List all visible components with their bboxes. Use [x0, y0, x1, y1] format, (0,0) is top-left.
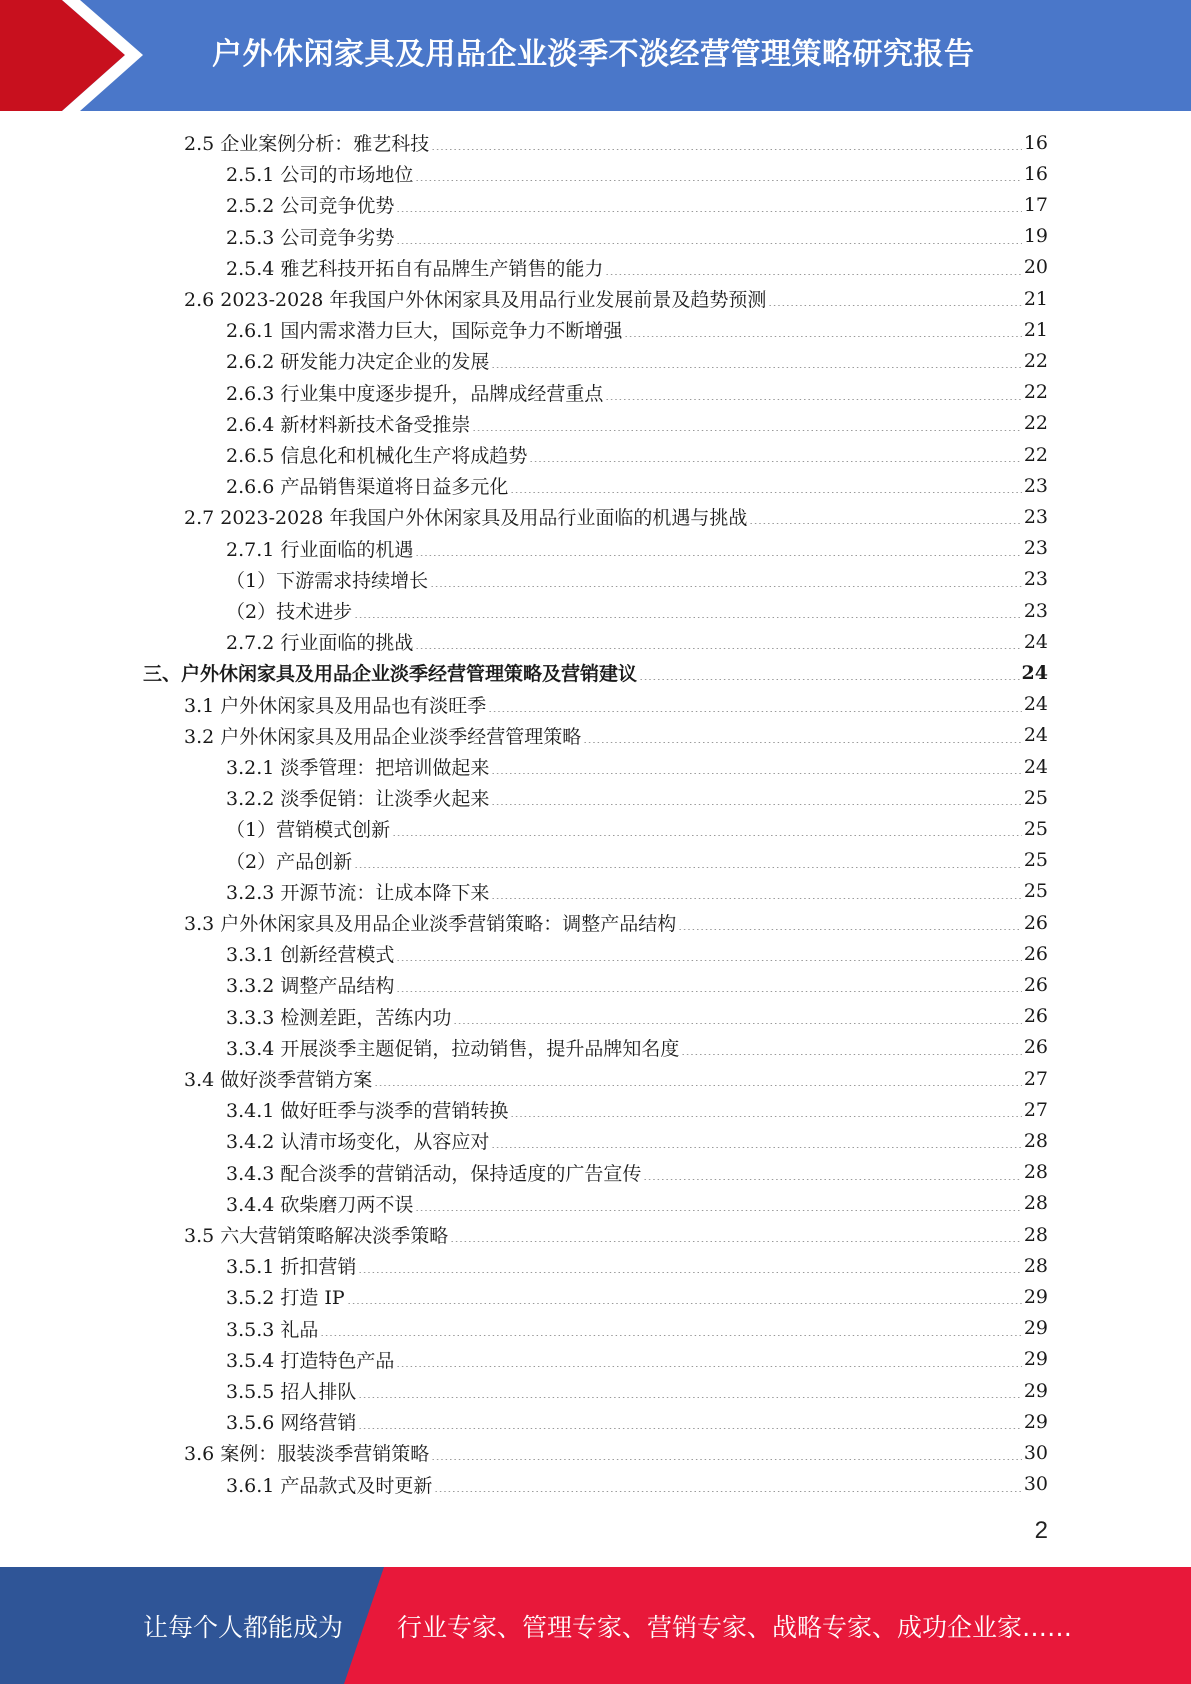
- toc-entry[interactable]: [226, 813, 1048, 844]
- toc-entry-label: 2.6.1 国内需求潜力巨大，国际竞争力不断增强: [226, 320, 623, 343]
- toc-dot-leader: [396, 1366, 1021, 1367]
- toc-entry-label: 2.6.5 信息化和机械化生产将成趋势: [226, 445, 528, 467]
- footer-slogan-left: 让每个人都能成为: [143, 1612, 344, 1642]
- toc-entry-label: 3.3.1 创新经营模式: [226, 944, 395, 967]
- toc-entry[interactable]: [226, 595, 1048, 626]
- toc-dot-leader: [491, 804, 1021, 805]
- toc-dot-leader: [396, 211, 1021, 212]
- toc-entry-page: 19: [1023, 225, 1048, 248]
- toc-dot-leader: [639, 679, 1020, 680]
- toc-entry-page: 25: [1023, 817, 1048, 840]
- toc-entry-page: 23: [1023, 474, 1048, 497]
- toc-entry-page: 29: [1023, 1410, 1048, 1433]
- toc-dot-leader: [491, 898, 1021, 899]
- toc-entry[interactable]: [226, 1188, 1048, 1219]
- toc-entry[interactable]: [226, 751, 1048, 782]
- toc-dot-leader: [415, 1210, 1021, 1211]
- toc-dot-leader: [491, 773, 1021, 774]
- toc-entry-page: 24: [1023, 693, 1048, 716]
- toc-entry[interactable]: [226, 408, 1048, 439]
- toc-dot-leader: [358, 1397, 1021, 1398]
- toc-entry-page: 29: [1023, 1379, 1048, 1402]
- toc-entry[interactable]: [184, 1437, 1048, 1468]
- toc-entry[interactable]: [226, 345, 1048, 376]
- toc-entry-page: 26: [1023, 1005, 1048, 1028]
- toc-entry-label: 2.5.4 雅艺科技开拓自有品牌生产销售的能力: [226, 257, 604, 280]
- toc-entry[interactable]: [226, 782, 1048, 813]
- toc-entry-label: （2）技术进步: [226, 601, 353, 623]
- toc-entry-page: 30: [1023, 1473, 1048, 1496]
- toc-entry-label: 3.3.4 开展淡季主题促销，拉动销售，提升品牌知名度: [226, 1037, 680, 1060]
- toc-entry[interactable]: [226, 1250, 1048, 1281]
- toc-entry-page: 28: [1023, 1129, 1048, 1152]
- toc-entry-page: 17: [1023, 193, 1048, 216]
- toc-entry-page: 24: [1021, 661, 1048, 684]
- toc-entry-page: 20: [1023, 256, 1048, 279]
- toc-entry-label: 2.5.2 公司竞争优势: [226, 195, 395, 218]
- toc-entry-label: 2.6.3 行业集中度逐步提升，品牌成经营重点: [226, 382, 604, 405]
- toc-dot-leader: [354, 867, 1022, 868]
- toc-entry-page: 26: [1023, 911, 1048, 934]
- toc-entry[interactable]: [226, 252, 1048, 283]
- toc-dot-leader: [431, 149, 1022, 150]
- toc-entry[interactable]: [226, 470, 1048, 501]
- toc-entry[interactable]: [226, 1157, 1048, 1188]
- toc-entry-label: 3.2.3 开源节流：让成本降下来: [226, 881, 490, 904]
- toc-dot-leader: [434, 1491, 1021, 1492]
- toc-entry[interactable]: [226, 1375, 1048, 1406]
- toc-entry-page: 22: [1023, 412, 1048, 435]
- toc-dot-leader: [430, 586, 1022, 587]
- toc-entry-page: 22: [1023, 381, 1048, 404]
- toc-entry-label: 3.6.1 产品款式及时更新: [226, 1474, 433, 1497]
- toc-entry[interactable]: [226, 969, 1048, 1000]
- page-number: 2: [1034, 1517, 1048, 1544]
- toc-entry-page: 23: [1023, 599, 1048, 622]
- toc-entry[interactable]: [226, 1001, 1048, 1032]
- toc-dot-leader: [472, 430, 1021, 431]
- toc-entry-label: 2.6.6 产品销售渠道将日益多元化: [226, 476, 509, 499]
- toc-entry-page: 29: [1023, 1348, 1048, 1371]
- toc-entry-label: 3.2.2 淡季促销：让淡季火起来: [226, 788, 490, 811]
- toc-entry-label: 3.5.6 网络营销: [226, 1412, 357, 1435]
- toc-entry-label: 3.2 户外休闲家具及用品企业淡季经营管理策略: [184, 725, 582, 748]
- toc-entry-page: 28: [1023, 1223, 1048, 1246]
- toc-dot-leader: [768, 305, 1021, 306]
- page-footer: [0, 1567, 1191, 1684]
- toc-entry[interactable]: [226, 626, 1048, 657]
- toc-entry[interactable]: [226, 1125, 1048, 1156]
- toc-dot-leader: [510, 1116, 1021, 1117]
- toc-dot-leader: [491, 1147, 1021, 1148]
- toc-dot-leader: [320, 1335, 1021, 1336]
- toc-entry[interactable]: [226, 1344, 1048, 1375]
- toc-dot-leader: [643, 1179, 1021, 1180]
- toc-dot-leader: [488, 711, 1022, 712]
- toc-entry-page: 26: [1023, 942, 1048, 965]
- toc-entry[interactable]: [226, 439, 1048, 470]
- toc-entry-label: 3.4.3 配合淡季的营销活动，保持适度的广告宣传: [226, 1162, 642, 1185]
- toc-entry-page: 16: [1023, 131, 1048, 154]
- toc-entry-label: 3.3.3 检测差距，苦练内功: [226, 1006, 452, 1029]
- report-title: 户外休闲家具及用品企业淡季不淡经营管理策略研究报告: [212, 37, 975, 72]
- toc-dot-leader: [396, 243, 1021, 244]
- toc-dot-leader: [510, 492, 1021, 493]
- toc-entry-label: 三、户外休闲家具及用品企业淡季经营管理策略及营销建议: [143, 663, 638, 686]
- toc-entry-page: 26: [1023, 1036, 1048, 1059]
- toc-entry[interactable]: [184, 907, 1048, 938]
- toc-entry-label: （1）营销模式创新: [226, 819, 391, 842]
- toc-entry[interactable]: [226, 221, 1048, 252]
- toc-entry[interactable]: [226, 564, 1048, 595]
- toc-dot-leader: [415, 555, 1021, 556]
- toc-entry-page: 22: [1023, 443, 1048, 466]
- toc-entry-page: 23: [1023, 505, 1048, 528]
- toc-entry-label: （2）产品创新: [226, 850, 353, 873]
- footer-slogan-right: 行业专家、管理专家、营销专家、战略专家、成功企业家……: [397, 1612, 1073, 1642]
- toc-dot-leader: [491, 367, 1021, 368]
- toc-entry-page: 23: [1023, 537, 1048, 560]
- toc-entry-page: 16: [1023, 162, 1048, 185]
- toc-entry[interactable]: [226, 314, 1048, 345]
- toc-dot-leader: [347, 1303, 1022, 1304]
- toc-entry[interactable]: [184, 501, 1048, 532]
- toc-entry[interactable]: [184, 720, 1048, 751]
- toc-entry-page: 25: [1023, 786, 1048, 809]
- toc-entry-page: 27: [1023, 1098, 1048, 1121]
- toc-entry[interactable]: [143, 657, 1048, 688]
- toc-entry-page: 26: [1023, 973, 1048, 996]
- toc-dot-leader: [392, 835, 1022, 836]
- toc-dot-leader: [749, 523, 1021, 524]
- header-chevron-graphic: [0, 0, 160, 111]
- toc-entry-page: 23: [1023, 568, 1048, 591]
- page-header: [0, 0, 1191, 111]
- toc-entry-label: 2.6.2 研发能力决定企业的发展: [226, 351, 490, 374]
- toc-dot-leader: [681, 1054, 1021, 1055]
- toc-entry[interactable]: [226, 1313, 1048, 1344]
- toc-dot-leader: [354, 617, 1022, 618]
- toc-entry-page: 21: [1023, 318, 1048, 341]
- toc-entry-label: 2.5.1 公司的市场地位: [226, 164, 414, 187]
- toc-dot-leader: [396, 991, 1021, 992]
- toc-dot-leader: [678, 929, 1022, 930]
- toc-dot-leader: [583, 742, 1022, 743]
- toc-entry-label: 3.5.3 礼品: [226, 1318, 319, 1341]
- toc-entry-label: 2.7 2023-2028 年我国户外休闲家具及用品行业面临的机遇与挑战: [184, 507, 748, 530]
- toc-dot-leader: [358, 1272, 1021, 1273]
- toc-entry-label: 3.6 案例：服装淡季营销策略: [184, 1443, 430, 1466]
- toc-entry[interactable]: [226, 189, 1048, 220]
- toc-entry-label: 2.6.4 新材料新技术备受推崇: [226, 413, 471, 436]
- toc-entry-page: 28: [1023, 1192, 1048, 1215]
- toc-entry-page: 28: [1023, 1254, 1048, 1277]
- toc-dot-leader: [624, 336, 1021, 337]
- toc-entry-label: 3.3 户外休闲家具及用品企业淡季营销策略：调整产品结构: [184, 913, 677, 935]
- toc-entry-page: 29: [1023, 1317, 1048, 1340]
- toc-entry[interactable]: [184, 1063, 1048, 1094]
- toc-entry[interactable]: [226, 533, 1048, 564]
- toc-entry-label: 3.4.2 认清市场变化，从容应对: [226, 1131, 490, 1154]
- toc-dot-leader: [415, 648, 1021, 649]
- toc-entry[interactable]: [226, 1032, 1048, 1063]
- toc-entry-page: 30: [1023, 1441, 1048, 1464]
- toc-entry-label: 2.7.1 行业面临的机遇: [226, 538, 414, 561]
- toc-dot-leader: [529, 461, 1021, 462]
- toc-dot-leader: [396, 960, 1021, 961]
- toc-entry[interactable]: [226, 1094, 1048, 1125]
- toc-entry-label: 3.5.2 打造 IP: [226, 1287, 345, 1310]
- toc-entry-label: 3.4.1 做好旺季与淡季的营销转换: [226, 1100, 509, 1123]
- toc-entry-label: 2.7.2 行业面临的挑战: [226, 632, 414, 655]
- toc-entry-label: 2.5.3 公司竞争劣势: [226, 226, 395, 249]
- toc-entry-label: 3.4.4 砍柴磨刀两不误: [226, 1193, 414, 1216]
- toc-entry-label: 3.3.2 调整产品结构: [226, 975, 395, 998]
- toc-dot-leader: [358, 1428, 1021, 1429]
- toc-entry-page: 29: [1023, 1285, 1048, 1308]
- toc-entry-page: 28: [1023, 1161, 1048, 1184]
- toc-entry-label: 2.5 企业案例分析：雅艺科技: [184, 133, 430, 155]
- toc-entry-label: 3.5.4 打造特色产品: [226, 1349, 395, 1372]
- toc-entry-page: 24: [1023, 724, 1048, 747]
- toc-entry-label: 2.6 2023-2028 年我国户外休闲家具及用品行业发展前景及趋势预测: [184, 289, 767, 311]
- toc-entry[interactable]: [226, 938, 1048, 969]
- toc-entry[interactable]: [184, 283, 1048, 314]
- toc-entry-label: 3.5.5 招人排队: [226, 1381, 357, 1403]
- toc-entry[interactable]: [226, 845, 1048, 876]
- toc-entry-label: 3.5.1 折扣营销: [226, 1256, 357, 1279]
- toc-dot-leader: [453, 1023, 1021, 1024]
- toc-dot-leader: [605, 399, 1021, 400]
- toc-dot-leader: [415, 180, 1021, 181]
- toc-entry[interactable]: [226, 1469, 1048, 1500]
- toc-entry[interactable]: [184, 689, 1048, 720]
- toc-entry-page: 24: [1023, 755, 1048, 778]
- toc-dot-leader: [431, 1459, 1022, 1460]
- toc-entry-label: 3.4 做好淡季营销方案: [184, 1069, 373, 1091]
- toc-entry[interactable]: [184, 1219, 1048, 1250]
- toc-dot-leader: [605, 274, 1021, 275]
- toc-dot-leader: [374, 1085, 1022, 1086]
- toc-entry[interactable]: [226, 1406, 1048, 1437]
- toc-entry[interactable]: [226, 377, 1048, 408]
- toc-entry-label: 3.2.1 淡季管理：把培训做起来: [226, 757, 490, 779]
- toc-entry-page: 24: [1023, 630, 1048, 653]
- toc-entry-page: 27: [1023, 1067, 1048, 1090]
- toc-entry-page: 22: [1023, 349, 1048, 372]
- toc-entry-page: 21: [1023, 287, 1048, 310]
- toc-dot-leader: [450, 1241, 1022, 1242]
- toc-entry-page: 25: [1023, 880, 1048, 903]
- toc-entry[interactable]: [226, 158, 1048, 189]
- toc-entry-label: 3.1 户外休闲家具及用品也有淡旺季: [184, 694, 487, 717]
- toc-entry-label: 3.5 六大营销策略解决淡季策略: [184, 1225, 449, 1247]
- toc-entry[interactable]: [226, 876, 1048, 907]
- toc-entry[interactable]: [226, 1281, 1048, 1312]
- toc-entry-label: （1）下游需求持续增长: [226, 569, 429, 592]
- toc-entry-page: 25: [1023, 849, 1048, 872]
- toc-entry[interactable]: [184, 127, 1048, 158]
